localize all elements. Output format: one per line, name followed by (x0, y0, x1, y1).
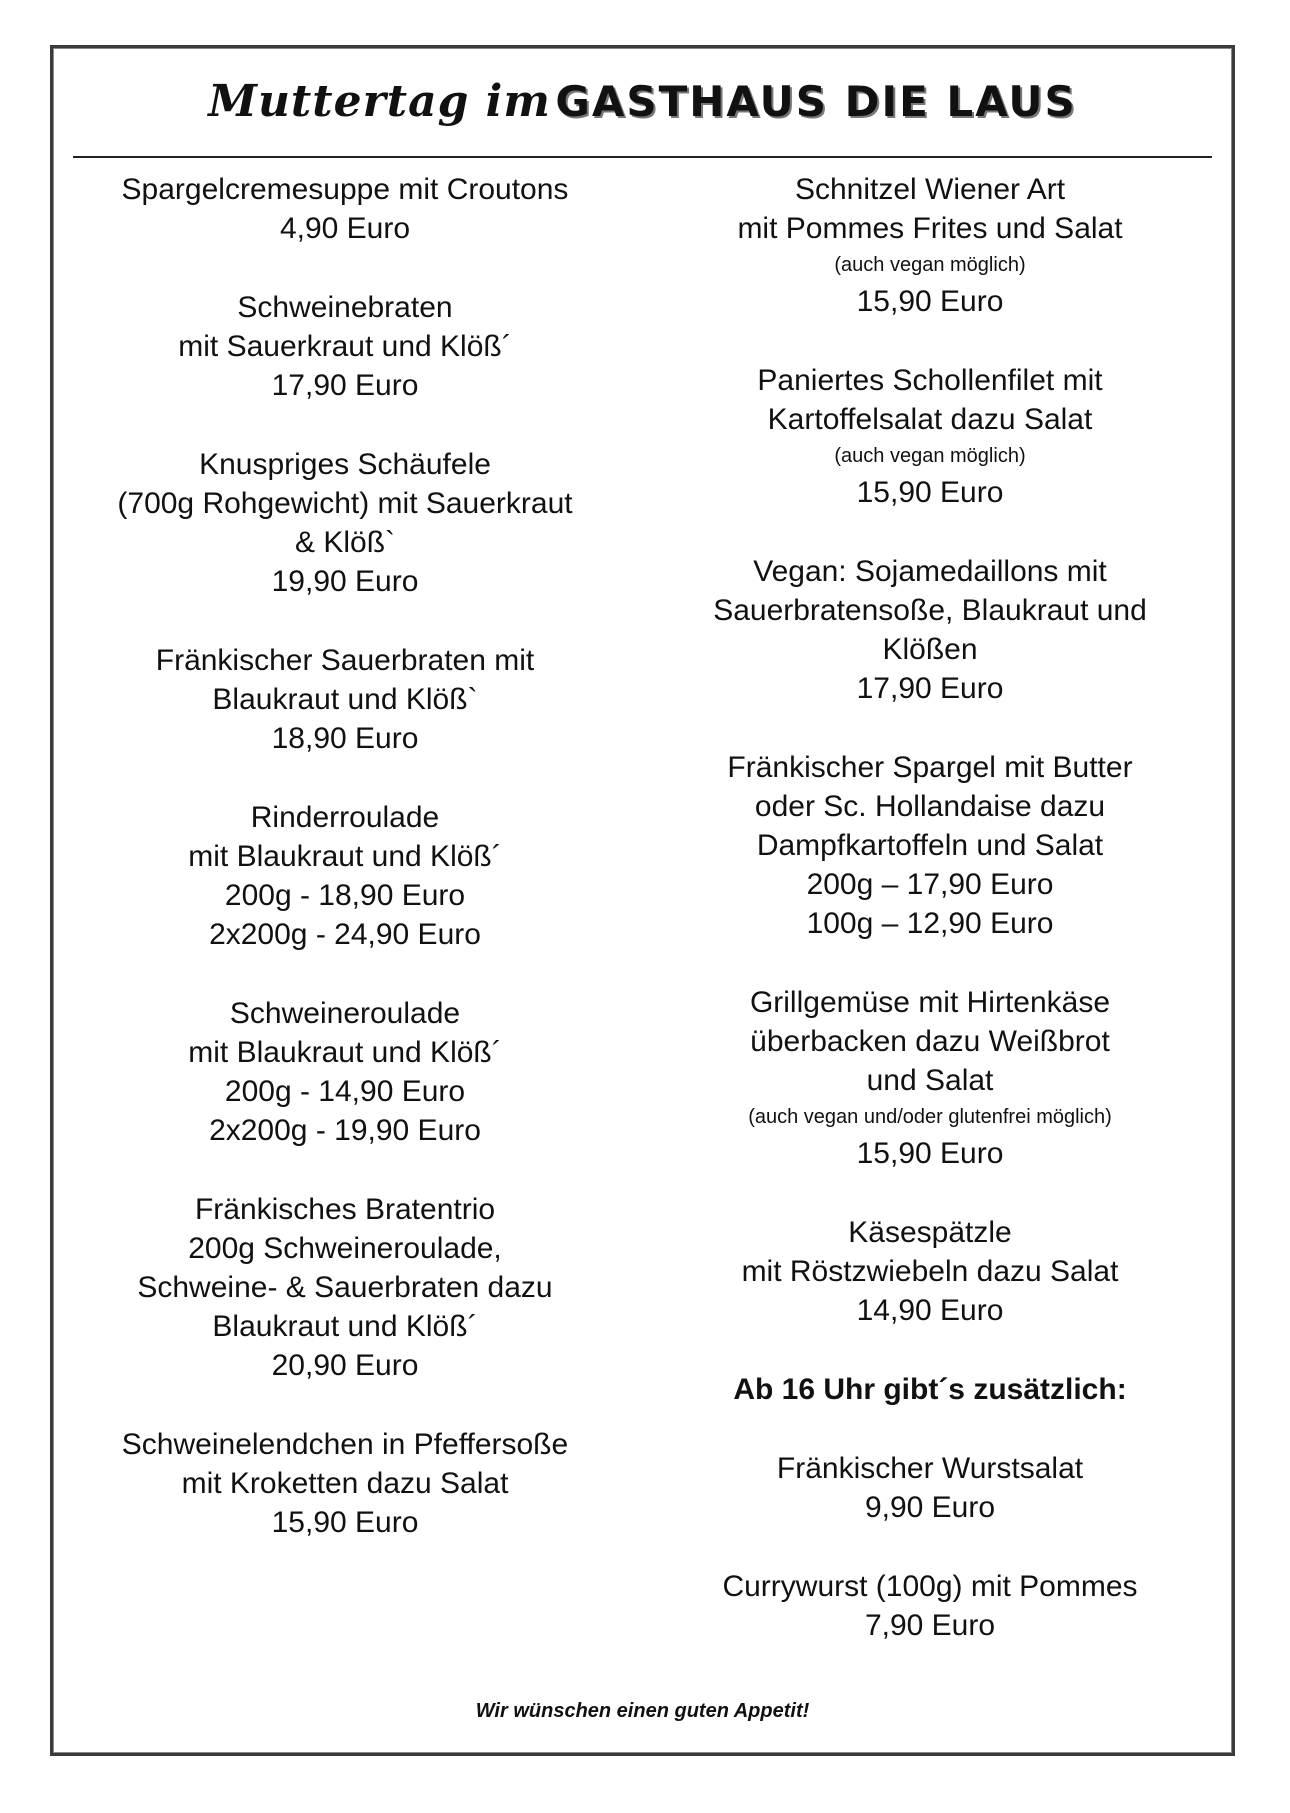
item-price: 2x200g - 19,90 Euro (209, 1114, 481, 1147)
item-line: Sauerbratensoße, Blaukraut und (713, 594, 1147, 627)
menu-item (65, 170, 625, 248)
item-price: 15,90 Euro (856, 1137, 1004, 1170)
menu-item (65, 1190, 625, 1385)
menu-item (65, 641, 625, 758)
item-line: Fränkischer Spargel mit Butter (727, 751, 1133, 784)
item-line: mit Blaukraut und Klöß´ (188, 840, 502, 873)
right-column (650, 170, 1210, 1685)
header-bold-title: GASTHAUS DIE LAUS (555, 77, 1077, 126)
menu-item (650, 552, 1210, 708)
item-line: Knuspriges Schäufele (199, 448, 491, 481)
menu-header (73, 76, 1212, 158)
item-line: Fränkisches Bratentrio (194, 1193, 496, 1226)
item-line: Blaukraut und Klöß´ (212, 1310, 478, 1343)
item-line: und Salat (866, 1064, 994, 1097)
item-price: 15,90 Euro (856, 476, 1004, 509)
item-price: 2x200g - 24,90 Euro (209, 918, 481, 951)
item-line: (700g Rohgewicht) mit Sauerkraut (117, 487, 573, 520)
header-script-title: Muttertag im (208, 76, 551, 127)
menu-item (650, 1567, 1210, 1645)
item-line: mit Pommes Frites und Salat (737, 212, 1123, 245)
item-line: 200g Schweineroulade, (188, 1232, 502, 1265)
item-note: (auch vegan und/oder glutenfrei möglich) (748, 1106, 1112, 1128)
item-line: Fränkischer Sauerbraten mit (155, 644, 535, 677)
item-line: Schweine- & Sauerbraten dazu (137, 1271, 553, 1304)
item-line: Schweinebraten (237, 291, 453, 324)
menu-item (650, 1213, 1210, 1330)
item-note: (auch vegan möglich) (834, 445, 1026, 467)
menu-item (650, 361, 1210, 512)
menu-item (650, 748, 1210, 943)
item-line: mit Röstzwiebeln dazu Salat (741, 1255, 1119, 1288)
item-line: überbacken dazu Weißbrot (750, 1025, 1110, 1058)
item-price: 4,90 Euro (279, 212, 411, 245)
item-line: Fränkischer Wurstsalat (776, 1452, 1084, 1485)
menu-item (650, 983, 1210, 1173)
item-line: mit Kroketten dazu Salat (181, 1467, 509, 1500)
item-line: Kartoffelsalat dazu Salat (767, 403, 1093, 436)
item-price: 20,90 Euro (271, 1349, 419, 1382)
item-line: mit Blaukraut und Klöß´ (188, 1036, 502, 1069)
item-line: Blaukraut und Klöß` (212, 683, 478, 716)
item-line: oder Sc. Hollandaise dazu (754, 790, 1106, 823)
item-price: 15,90 Euro (271, 1506, 419, 1539)
item-price: 17,90 Euro (271, 369, 419, 402)
item-note: (auch vegan möglich) (834, 254, 1026, 276)
menu-item (65, 1425, 625, 1542)
item-line: Schweinelendchen in Pfeffersoße (121, 1428, 569, 1461)
item-price: 200g – 17,90 Euro (806, 868, 1054, 901)
footer-note: Wir wünschen einen guten Appetit! (475, 1700, 810, 1722)
item-price: 18,90 Euro (271, 722, 419, 755)
menu-item (65, 288, 625, 405)
item-price: 7,90 Euro (864, 1609, 996, 1642)
menu-item (650, 1449, 1210, 1527)
item-price: 14,90 Euro (856, 1294, 1004, 1327)
item-line: Spargelcremesuppe mit Croutons (121, 173, 569, 206)
item-line: Grillgemüse mit Hirtenkäse (749, 986, 1111, 1019)
item-line: Dampfkartoffeln und Salat (756, 829, 1104, 862)
item-price: 15,90 Euro (856, 285, 1004, 318)
item-line: mit Sauerkraut und Klöß´ (178, 330, 512, 363)
menu-item (650, 170, 1210, 321)
item-price: 19,90 Euro (271, 565, 419, 598)
item-price: 200g - 14,90 Euro (224, 1075, 466, 1108)
menu-item (65, 798, 625, 954)
item-line: Schnitzel Wiener Art (794, 173, 1066, 206)
item-price: 9,90 Euro (864, 1491, 996, 1524)
item-price: 200g - 18,90 Euro (224, 879, 466, 912)
menu-item (65, 445, 625, 601)
item-line: Currywurst (100g) mit Pommes (722, 1570, 1138, 1603)
item-line: Schweineroulade (229, 997, 461, 1030)
item-line: Vegan: Sojamedaillons mit (753, 555, 1107, 588)
item-line: & Klöß` (294, 526, 396, 559)
item-line: Käsespätzle (848, 1216, 1012, 1249)
left-column (65, 170, 625, 1582)
item-line: Paniertes Schollenfilet mit (757, 364, 1103, 397)
item-price: 17,90 Euro (856, 672, 1004, 705)
section-heading: Ab 16 Uhr gibt´s zusätzlich: (733, 1373, 1127, 1406)
menu-item (65, 994, 625, 1150)
item-price: 100g – 12,90 Euro (806, 907, 1054, 940)
menu-frame (50, 45, 1235, 1756)
item-line: Klößen (882, 633, 978, 666)
item-line: Rinderroulade (250, 801, 440, 834)
